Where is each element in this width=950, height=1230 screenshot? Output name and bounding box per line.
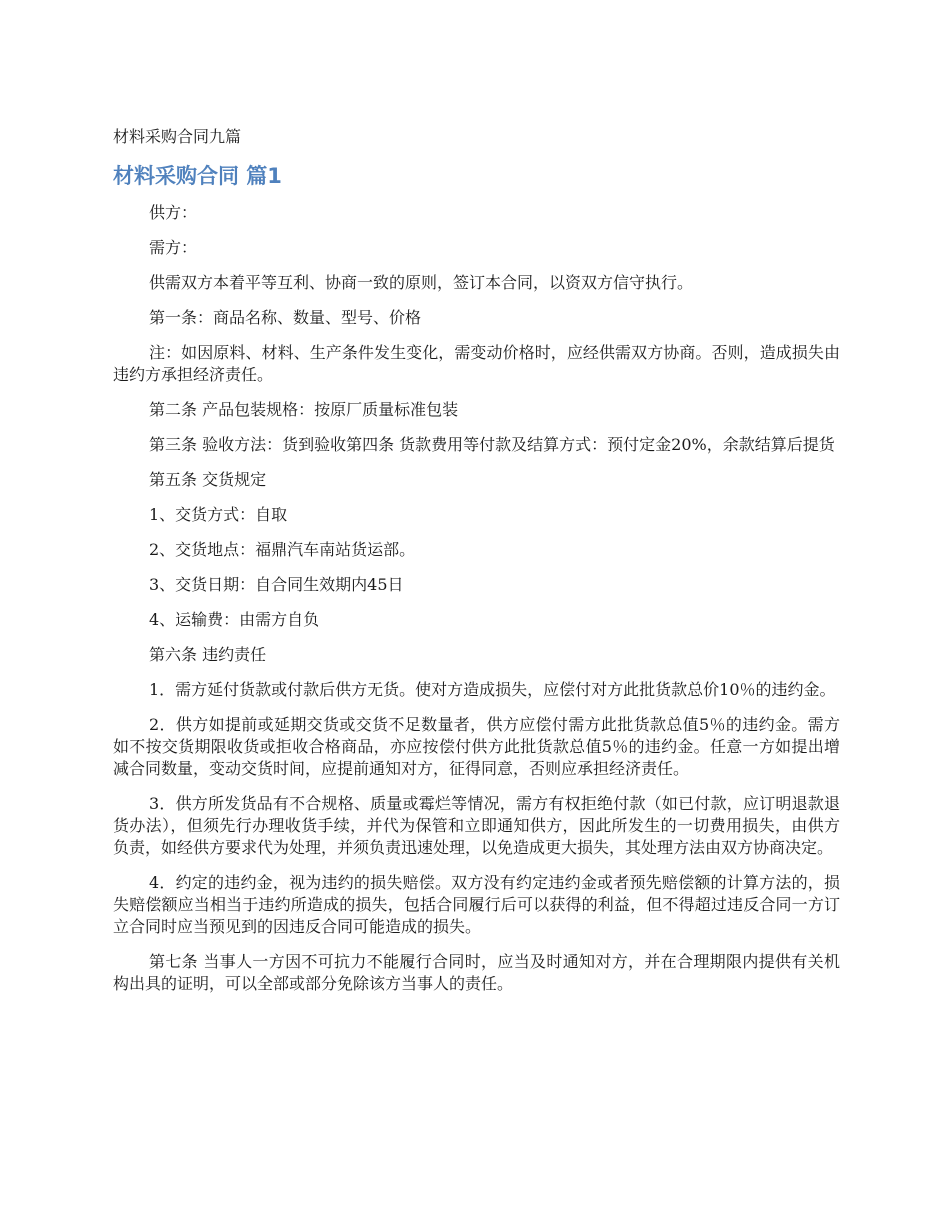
paragraph-supplier: 供方：: [149, 203, 198, 222]
paragraph-breach-3: 3．供方所发货品有不合规格、质量或霉烂等情况，需方有权拒绝付款（如已付款，应订明退款退货办法），但须先行办理收货手续，并代为保管和立即通知供方，因此所发生的一切费用损失，由供方负责，如经供方要求代为处理，并须负责迅速处理，以免造成更大损失，其处理方法由双方协商决定。: [113, 794, 840, 857]
document-title: 材料采购合同九篇: [113, 127, 242, 146]
paragraph-buyer: 需方：: [149, 238, 198, 257]
document-page: [113, 126, 840, 1008]
paragraph-article-3: 第三条 验收方法：货到验收第四条 货款费用等付款及结算方式：预付定金20%，余款结算后提货: [149, 435, 835, 454]
paragraph-delivery-place: 2、交货地点：福鼎汽车南站货运部。: [149, 540, 416, 559]
paragraph-note: 注：如因原料、材料、生产条件发生变化，需变动价格时，应经供需双方协商。否则，造成损失由违约方承担经济责任。: [113, 343, 840, 384]
paragraph-article-2: 第二条 产品包装规格：按原厂质量标准包装: [149, 400, 459, 419]
paragraph-article-6: 第六条 违约责任: [149, 645, 267, 664]
paragraph-article-1: 第一条：商品名称、数量、型号、价格: [149, 308, 422, 327]
paragraph-article-7: 第七条 当事人一方因不可抗力不能履行合同时，应当及时通知对方，并在合理期限内提供有关机构出具的证明，可以全部或部分免除该方当事人的责任。: [113, 952, 840, 993]
paragraph-preamble: 供需双方本着平等互利、协商一致的原则，签订本合同，以资双方信守执行。: [149, 273, 694, 292]
paragraph-delivery-method: 1、交货方式：自取: [149, 505, 288, 524]
paragraph-breach-1: 1．需方延付货款或付款后供方无货。使对方造成损失，应偿付对方此批货款总价10％的违约金。: [149, 680, 836, 699]
paragraph-article-5: 第五条 交货规定: [149, 470, 267, 489]
paragraph-breach-4: 4．约定的违约金，视为违约的损失赔偿。双方没有约定违约金或者预先赔偿额的计算方法的，损失赔偿额应当相当于违约所造成的损失，包括合同履行后可以获得的利益，但不得超过违反合同一方订立合同时应当预见到的因违反合同可能造成的损失。: [113, 873, 840, 936]
paragraph-delivery-date: 3、交货日期：自合同生效期内45日: [149, 575, 404, 594]
paragraph-breach-2: 2．供方如提前或延期交货或交货不足数量者，供方应偿付需方此批货款总值5％的违约金。需方如不按交货期限收货或拒收合格商品，亦应按偿付供方此批货款总值5％的违约金。任意一方如提出增减合同数量，变动交货时间，应提前通知对方，征得同意，否则应承担经济责任。: [113, 715, 840, 778]
paragraph-freight: 4、运输费：由需方自负: [149, 610, 320, 629]
section-heading: 材料采购合同 篇1: [113, 164, 282, 188]
